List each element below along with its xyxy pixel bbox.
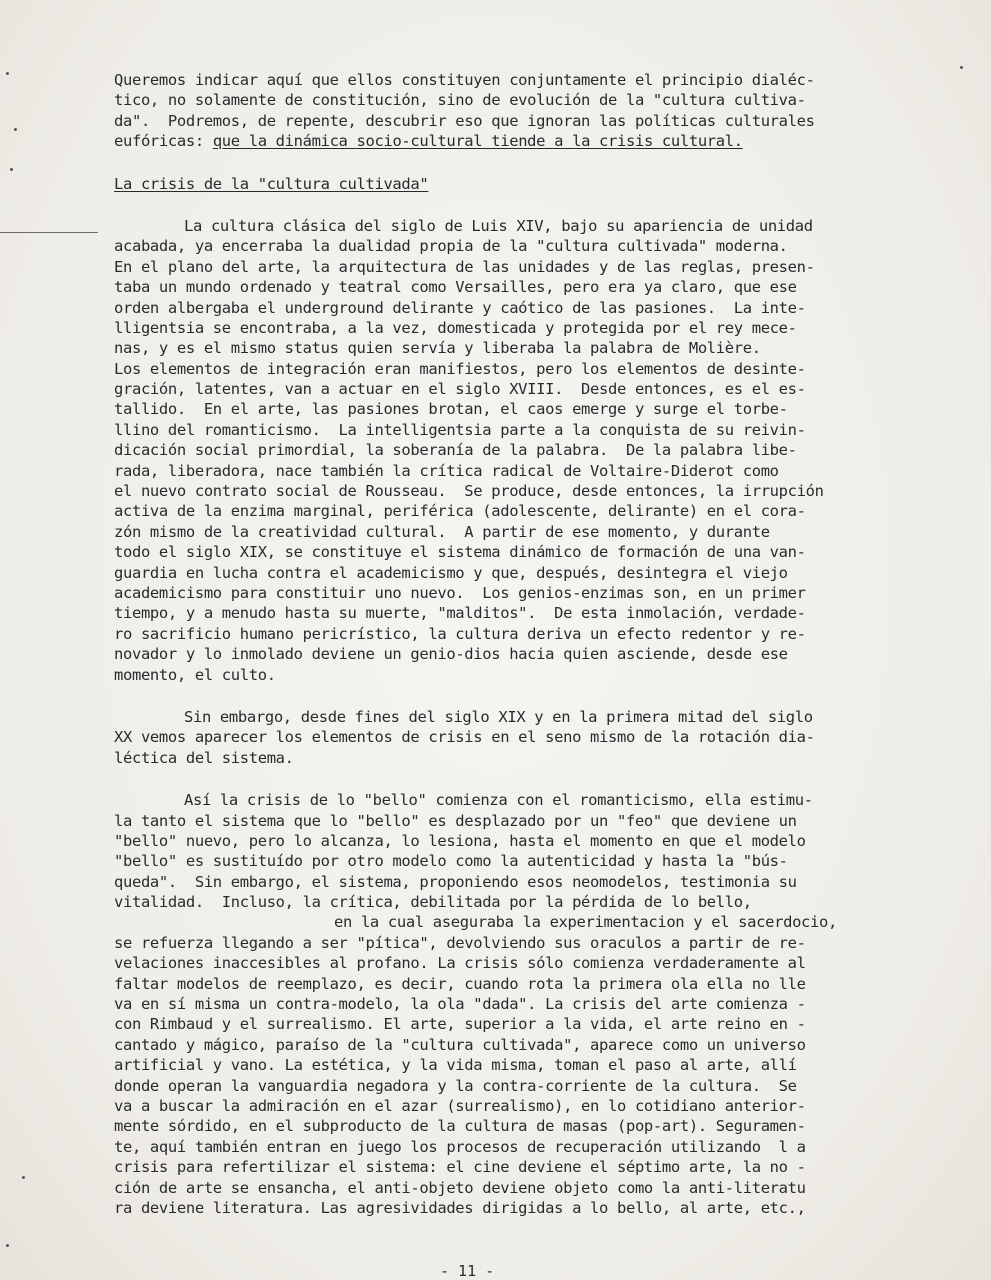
text-line: da". Podremos, de repente, descubrir eso que ignoran las políticas culturales: [114, 111, 815, 130]
text-line: Los elementos de integración eran manifiestos, pero los elementos de desinte-: [114, 359, 806, 378]
text-line: taba un mundo ordenado y teatral como Versailles, pero era ya claro, que ese: [114, 278, 797, 297]
text-line: te, aquí también entran en juego los procesos de recuperación utilizando l a: [114, 1137, 806, 1156]
text-line: el nuevo contrato social de Rousseau. Se produce, desde entonces, la irrupción: [114, 482, 824, 501]
text-line: donde operan la vanguardia negadora y la contra-corriente de la cultura. Se: [114, 1076, 797, 1095]
text-line: XX vemos aparecer los elementos de crisis en el seno mismo de la rotación dia-: [114, 728, 815, 747]
speck: [10, 168, 13, 171]
text-line: mente sórdido, en el subproducto de la cultura de masas (pop-art). Seguramen-: [114, 1117, 806, 1136]
text-line: acabada, ya encerraba la dualidad propia de la "cultura cultivada" moderna.: [114, 237, 788, 256]
text-line: la tanto el sistema que lo "bello" es desplazado por un "feo" que deviene un: [114, 811, 797, 830]
text-line: cantado y mágico, paraíso de la "cultura cultivada", aparece como un universo: [114, 1035, 806, 1054]
text-line: léctica del sistema.: [114, 748, 294, 767]
text-line: lligentsia se encontraba, a la vez, domesticada y protegida por el rey mece-: [114, 318, 797, 337]
text-line: academicismo para constituir uno nuevo. Los genios-enzimas son, en un primer: [114, 583, 806, 602]
text-line: con Rimbaud y el surrealismo. El arte, superior a la vida, el arte reino en -: [114, 1015, 806, 1034]
text-line: nas, y es el mismo status quien servía y liberaba la palabra de Molière.: [114, 339, 761, 358]
text-line: tico, no solamente de constitución, sino de evolución de la "cultura cultiva-: [114, 91, 806, 110]
text-line: tallido. En el arte, las pasiones brotan, el caos emerge y surge el torbe-: [114, 400, 788, 419]
paragraph-crisis-elements: [114, 707, 914, 768]
text-line: artificial y vano. La estética, y la vida misma, toman el paso al arte, allí: [114, 1056, 797, 1075]
text-line: orden albergaba el underground delirante y caótico de las pasiones. La inte-: [114, 298, 806, 317]
text-line: llino del romanticismo. La intelligentsia parte a la conquista de su reivin-: [114, 420, 806, 439]
text-line: ción de arte se ensancha, el anti-objeto deviene objeto como la anti-literatu: [114, 1178, 806, 1197]
speck: [6, 1244, 9, 1247]
text-line: Así la crisis de lo "bello" comienza con el romanticismo, ella estimu-: [184, 791, 813, 810]
text-line: velaciones inaccesibles al profano. La crisis sólo comienza verdaderamente al: [114, 954, 806, 973]
speck: [14, 128, 17, 131]
text-line: "bello" nuevo, pero lo alcanza, lo lesiona, hasta el momento en que el modelo: [114, 831, 806, 850]
text-line: rada, liberadora, nace también la crítica radical de Voltaire-Diderot como: [114, 461, 779, 480]
text-line: ro sacrificio humano pericrístico, la cultura deriva un efecto redentor y re-: [114, 624, 806, 643]
text-line: faltar modelos de reemplazo, es decir, cuando rota la primera ola ella no lle: [114, 974, 806, 993]
section-heading: La crisis de la "cultura cultivada": [114, 174, 429, 193]
text-line: todo el siglo XIX, se constituye el sistema dinámico de formación de una van-: [114, 543, 806, 562]
page-number: - 11 -: [440, 1262, 495, 1280]
text-line: La cultura clásica del siglo de Luis XIV, bajo su apariencia de unidad: [184, 216, 813, 235]
text-line: tiempo, y a menudo hasta su muerte, "malditos". De esta inmolación, verdade-: [114, 604, 806, 623]
text-line: vitalidad. Incluso, la crítica, debilitada por la pérdida de lo bello,: [114, 893, 752, 912]
text-line: En el plano del arte, la arquitectura de las unidades y de las reglas, presen-: [114, 257, 815, 276]
speck: [960, 66, 963, 69]
text-line: eufóricas: que la dinámica socio-cultural tiende a la crisis cultural.: [114, 132, 743, 151]
text-line: gración, latentes, van a actuar en el siglo XVIII. Desde entonces, es el es-: [114, 380, 806, 399]
speck: [6, 72, 9, 75]
text-line: activa de la enzima marginal, periférica (adolescente, delirante) en el cora-: [114, 502, 806, 521]
text-line: zón mismo de la creatividad cultural. A partir de ese momento, y durante: [114, 522, 770, 541]
text-line: momento, el culto.: [114, 665, 276, 684]
text-line: va a buscar la admiración en el azar (surrealismo), en lo cotidiano anterior-: [114, 1096, 806, 1115]
text-line: va en sí misma un contra-modelo, la ola "dada". La crisis del arte comienza -: [114, 995, 806, 1014]
text-line: "bello" es sustituído por otro modelo como la autenticidad y hasta la "bús-: [114, 852, 788, 871]
text-line: Sin embargo, desde fines del siglo XIX y en la primera mitad del siglo: [184, 707, 813, 726]
paragraph-intro: [114, 70, 914, 152]
text-line: novador y lo inmolado deviene un genio-dios hacia quien asciende, desde ese: [114, 645, 788, 664]
speck: [22, 1176, 25, 1179]
underlined-thesis: que la dinámica socio-cultural tiende a la crisis cultural.: [212, 132, 743, 151]
text-line: se refuerza llegando a ser "pítica", devolviendo sus oraculos a partir de re-: [114, 933, 806, 952]
text-line: ra deviene literatura. Las agresividades dirigidas a lo bello, al arte, etc.,: [114, 1198, 806, 1217]
text-line: queda". Sin embargo, el sistema, proponiendo esos neomodelos, testimonia su: [114, 872, 797, 891]
text-line: en la cual aseguraba la experimentacion y el sacerdocio,: [334, 913, 837, 932]
paragraph-crisis-of-beauty: [114, 790, 914, 1218]
margin-mark: [0, 232, 98, 233]
text-line: dicación social primordial, la soberanía de la palabra. De la palabra libe-: [114, 441, 797, 460]
document-body: [114, 70, 914, 1218]
text-line: Queremos indicar aquí que ellos constituyen conjuntamente el principio dialéc-: [114, 71, 815, 89]
text-line: crisis para refertilizar el sistema: el cine deviene el séptimo arte, la no -: [114, 1158, 806, 1177]
paragraph-classical-culture: [114, 216, 914, 685]
text-line: guardia en lucha contra el academicismo y que, después, desintegra el viejo: [114, 563, 788, 582]
